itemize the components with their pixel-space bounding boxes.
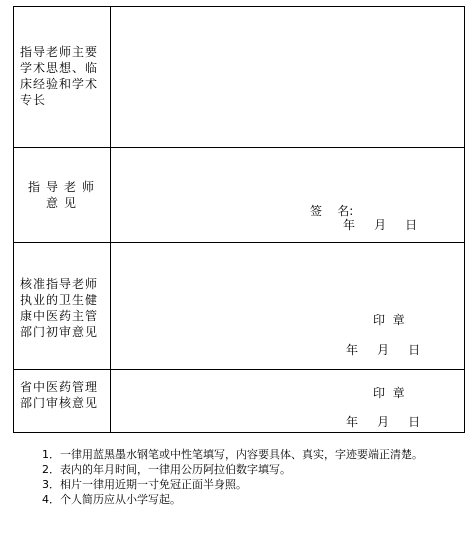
instruction-item: 2．表内的年月时间，一律用公历阿拉伯数字填写。 bbox=[42, 463, 291, 476]
academic-expertise-field[interactable] bbox=[112, 8, 462, 146]
row-divider bbox=[13, 147, 464, 148]
provincial-date: 年 月 日 bbox=[346, 415, 421, 429]
review-date: 年 月 日 bbox=[346, 343, 421, 357]
instruction-item: 3．相片一律用近期一寸免冠正面半身照。 bbox=[42, 478, 247, 491]
signature-label: 签 名: bbox=[310, 204, 354, 218]
row-label-provincial-review: 省中医药管理部门审核意见 bbox=[20, 380, 99, 410]
stamp-label: 印 章 bbox=[373, 313, 405, 327]
row-label-academic-expertise: 指导老师主要学术思想、临床经验和学术专长 bbox=[20, 45, 99, 107]
row-label-mentor-opinion: 指导老师意见 bbox=[27, 180, 100, 210]
row-label-initial-review: 核准指导老师执业的卫生健康中医药主管部门初审意见 bbox=[20, 277, 99, 339]
instructions bbox=[22, 447, 462, 507]
stamp-label: 印 章 bbox=[373, 386, 405, 400]
signature-date: 年 月 日 bbox=[343, 218, 418, 232]
instruction-item: 1．一律用蓝黑墨水钢笔或中性笔填写，内容要具体、真实，字迹要端正清楚。 bbox=[42, 448, 423, 461]
instruction-item: 4．个人简历应从小学写起。 bbox=[42, 493, 181, 506]
row-divider bbox=[13, 369, 464, 370]
row-divider bbox=[13, 242, 464, 243]
